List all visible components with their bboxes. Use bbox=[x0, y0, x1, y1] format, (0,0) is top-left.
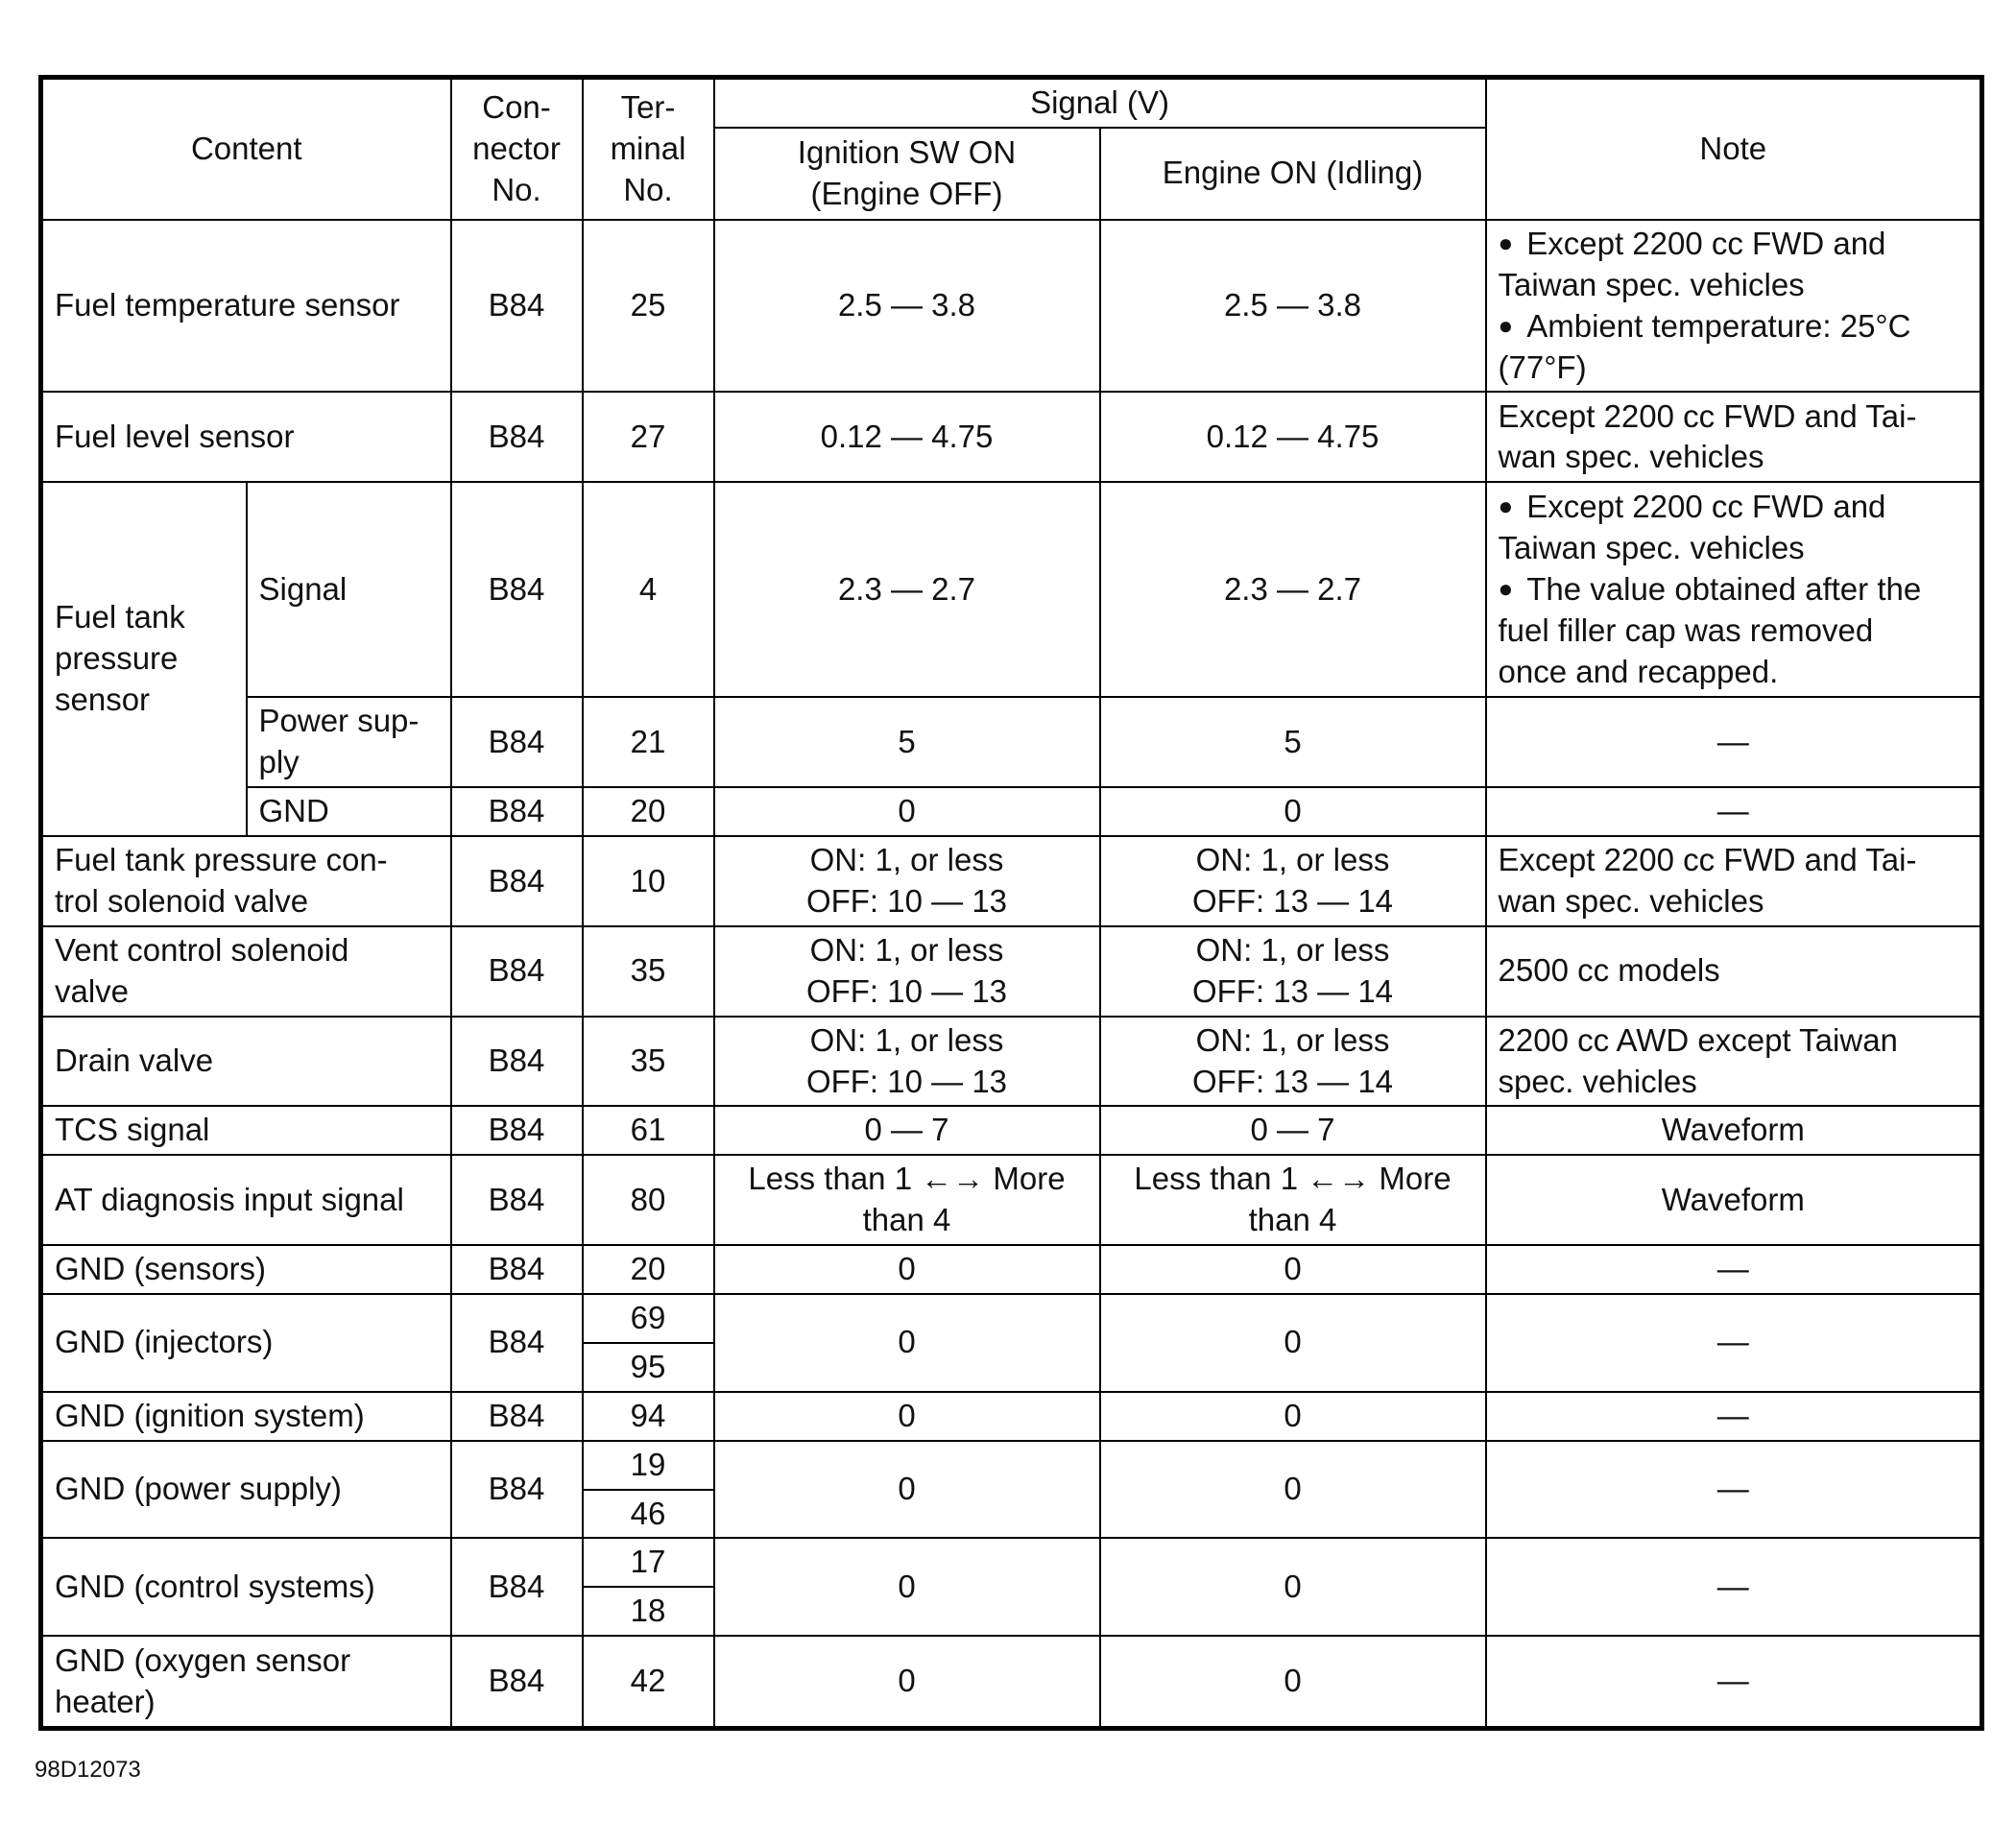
connector-cell: B84 bbox=[451, 392, 583, 482]
content-cell: GND (control systems) bbox=[41, 1538, 451, 1636]
connector-cell: B84 bbox=[451, 697, 583, 787]
engine-value-cell: 2.3 — 2.7 bbox=[1100, 482, 1486, 697]
note-cell: Except 2200 cc FWD and Tai- wan spec. vehicles bbox=[1486, 392, 1982, 482]
connector-cell: B84 bbox=[451, 1106, 583, 1155]
terminal-cell: 46 bbox=[583, 1490, 714, 1539]
content-cell: Vent control solenoid valve bbox=[41, 926, 451, 1017]
connector-cell: B84 bbox=[451, 1245, 583, 1294]
note-cell: — bbox=[1486, 1294, 1982, 1392]
table-row bbox=[41, 1155, 1982, 1245]
connector-cell: B84 bbox=[451, 1017, 583, 1107]
note-cell: — bbox=[1486, 1392, 1982, 1441]
ignition-value-cell: ON: 1, or less OFF: 10 — 13 bbox=[714, 1017, 1100, 1107]
header-connector: Con- nector No. bbox=[451, 78, 583, 220]
table-row bbox=[41, 392, 1982, 482]
engine-value-cell: 0 bbox=[1100, 1441, 1486, 1539]
connector-cell: B84 bbox=[451, 1392, 583, 1441]
ignition-value-cell: ON: 1, or less OFF: 10 — 13 bbox=[714, 926, 1100, 1017]
terminal-cell: 19 bbox=[583, 1441, 714, 1490]
ignition-value-cell: 5 bbox=[714, 697, 1100, 787]
ignition-value-cell: 0.12 — 4.75 bbox=[714, 392, 1100, 482]
terminal-cell: 20 bbox=[583, 787, 714, 836]
ignition-value-cell: 0 bbox=[714, 1441, 1100, 1539]
engine-value-cell: 2.5 — 3.8 bbox=[1100, 220, 1486, 393]
table-row bbox=[41, 836, 1982, 926]
sub-content-cell: Power sup- ply bbox=[247, 697, 451, 787]
content-cell: GND (sensors) bbox=[41, 1245, 451, 1294]
ignition-value-cell: 2.5 — 3.8 bbox=[714, 220, 1100, 393]
note-cell: Except 2200 cc FWD and Tai- wan spec. vehicles bbox=[1486, 836, 1982, 926]
terminal-cell: 35 bbox=[583, 1017, 714, 1107]
table-row bbox=[41, 1636, 1982, 1728]
terminal-cell: 69 bbox=[583, 1294, 714, 1343]
terminal-cell: 95 bbox=[583, 1343, 714, 1392]
engine-value-cell: 0 bbox=[1100, 1245, 1486, 1294]
header-terminal: Ter- minal No. bbox=[583, 78, 714, 220]
table-row bbox=[41, 787, 1982, 836]
note-cell: — bbox=[1486, 1636, 1982, 1728]
note-cell: Waveform bbox=[1486, 1155, 1982, 1245]
header-note: Note bbox=[1486, 78, 1982, 220]
ignition-value-cell: 0 bbox=[714, 787, 1100, 836]
connector-cell: B84 bbox=[451, 1155, 583, 1245]
engine-value-cell: 0 bbox=[1100, 1392, 1486, 1441]
ignition-value-cell: 0 bbox=[714, 1636, 1100, 1728]
sub-content-cell: Signal bbox=[247, 482, 451, 697]
table-row bbox=[41, 1538, 1982, 1587]
sub-content-cell: GND bbox=[247, 787, 451, 836]
connector-cell: B84 bbox=[451, 1441, 583, 1539]
ignition-value-cell: 0 — 7 bbox=[714, 1106, 1100, 1155]
ignition-value-cell: Less than 1 ←→ More than 4 bbox=[714, 1155, 1100, 1245]
table-header bbox=[41, 78, 1982, 220]
terminal-cell: 20 bbox=[583, 1245, 714, 1294]
content-cell: GND (oxygen sensor heater) bbox=[41, 1636, 451, 1728]
terminal-cell: 61 bbox=[583, 1106, 714, 1155]
engine-value-cell: 0 bbox=[1100, 1538, 1486, 1636]
note-cell: — bbox=[1486, 1245, 1982, 1294]
content-cell: GND (ignition system) bbox=[41, 1392, 451, 1441]
note-cell: 2500 cc models bbox=[1486, 926, 1982, 1017]
content-cell: Fuel temperature sensor bbox=[41, 220, 451, 393]
ignition-value-cell: ON: 1, or less OFF: 10 — 13 bbox=[714, 836, 1100, 926]
engine-value-cell: ON: 1, or less OFF: 13 — 14 bbox=[1100, 1017, 1486, 1107]
engine-value-cell: Less than 1 ←→ More than 4 bbox=[1100, 1155, 1486, 1245]
connector-cell: B84 bbox=[451, 1636, 583, 1728]
ignition-value-cell: 0 bbox=[714, 1538, 1100, 1636]
table-body bbox=[41, 220, 1982, 1728]
note-cell: — bbox=[1486, 1538, 1982, 1636]
header-content: Content bbox=[41, 78, 451, 220]
table-row bbox=[41, 1294, 1982, 1343]
figure-id: 98D12073 bbox=[35, 1757, 141, 1783]
table-row bbox=[41, 926, 1982, 1017]
ignition-value-cell: 0 bbox=[714, 1245, 1100, 1294]
engine-value-cell: 5 bbox=[1100, 697, 1486, 787]
terminal-spec-sheet bbox=[38, 75, 1980, 1731]
engine-value-cell: 0.12 — 4.75 bbox=[1100, 392, 1486, 482]
ecm-terminal-table bbox=[38, 75, 1984, 1731]
table-row bbox=[41, 1017, 1982, 1107]
note-cell: Waveform bbox=[1486, 1106, 1982, 1155]
ignition-value-cell: 0 bbox=[714, 1294, 1100, 1392]
connector-cell: B84 bbox=[451, 1294, 583, 1392]
ignition-value-cell: 0 bbox=[714, 1392, 1100, 1441]
terminal-cell: 4 bbox=[583, 482, 714, 697]
table-row bbox=[41, 1392, 1982, 1441]
terminal-cell: 25 bbox=[583, 220, 714, 393]
content-cell: AT diagnosis input signal bbox=[41, 1155, 451, 1245]
terminal-cell: 35 bbox=[583, 926, 714, 1017]
note-cell: — bbox=[1486, 787, 1982, 836]
content-cell-group: Fuel tank pressure sensor bbox=[41, 482, 247, 836]
connector-cell: B84 bbox=[451, 787, 583, 836]
terminal-cell: 42 bbox=[583, 1636, 714, 1728]
note-cell: ● Except 2200 cc FWD and Taiwan spec. vehicles ● Ambient temperature: 25°C (77°F) bbox=[1486, 220, 1982, 393]
terminal-cell: 27 bbox=[583, 392, 714, 482]
content-cell: Fuel tank pressure con- trol solenoid valve bbox=[41, 836, 451, 926]
engine-value-cell: 0 — 7 bbox=[1100, 1106, 1486, 1155]
ignition-value-cell: 2.3 — 2.7 bbox=[714, 482, 1100, 697]
terminal-cell: 10 bbox=[583, 836, 714, 926]
note-cell: 2200 cc AWD except Taiwan spec. vehicles bbox=[1486, 1017, 1982, 1107]
engine-value-cell: ON: 1, or less OFF: 13 — 14 bbox=[1100, 836, 1486, 926]
header-ignition-on: Ignition SW ON (Engine OFF) bbox=[714, 128, 1100, 220]
content-cell: Fuel level sensor bbox=[41, 392, 451, 482]
content-cell: GND (power supply) bbox=[41, 1441, 451, 1539]
note-cell: — bbox=[1486, 697, 1982, 787]
engine-value-cell: 0 bbox=[1100, 1636, 1486, 1728]
terminal-cell: 94 bbox=[583, 1392, 714, 1441]
content-cell: GND (injectors) bbox=[41, 1294, 451, 1392]
table-row bbox=[41, 1441, 1982, 1490]
note-cell: ● Except 2200 cc FWD and Taiwan spec. vehicles ● The value obtained after the fuel filler cap was removed once and recapped. bbox=[1486, 482, 1982, 697]
terminal-cell: 17 bbox=[583, 1538, 714, 1587]
note-cell: — bbox=[1486, 1441, 1982, 1539]
connector-cell: B84 bbox=[451, 926, 583, 1017]
connector-cell: B84 bbox=[451, 836, 583, 926]
engine-value-cell: ON: 1, or less OFF: 13 — 14 bbox=[1100, 926, 1486, 1017]
header-engine-on: Engine ON (Idling) bbox=[1100, 128, 1486, 220]
connector-cell: B84 bbox=[451, 1538, 583, 1636]
terminal-cell: 80 bbox=[583, 1155, 714, 1245]
header-signal: Signal (V) bbox=[714, 78, 1486, 128]
terminal-cell: 21 bbox=[583, 697, 714, 787]
engine-value-cell: 0 bbox=[1100, 1294, 1486, 1392]
connector-cell: B84 bbox=[451, 220, 583, 393]
table-row bbox=[41, 220, 1982, 393]
table-row bbox=[41, 697, 1982, 787]
engine-value-cell: 0 bbox=[1100, 787, 1486, 836]
terminal-cell: 18 bbox=[583, 1587, 714, 1636]
content-cell: Drain valve bbox=[41, 1017, 451, 1107]
table-row bbox=[41, 1245, 1982, 1294]
table-row bbox=[41, 482, 1982, 697]
connector-cell: B84 bbox=[451, 482, 583, 697]
content-cell: TCS signal bbox=[41, 1106, 451, 1155]
table-row bbox=[41, 1106, 1982, 1155]
